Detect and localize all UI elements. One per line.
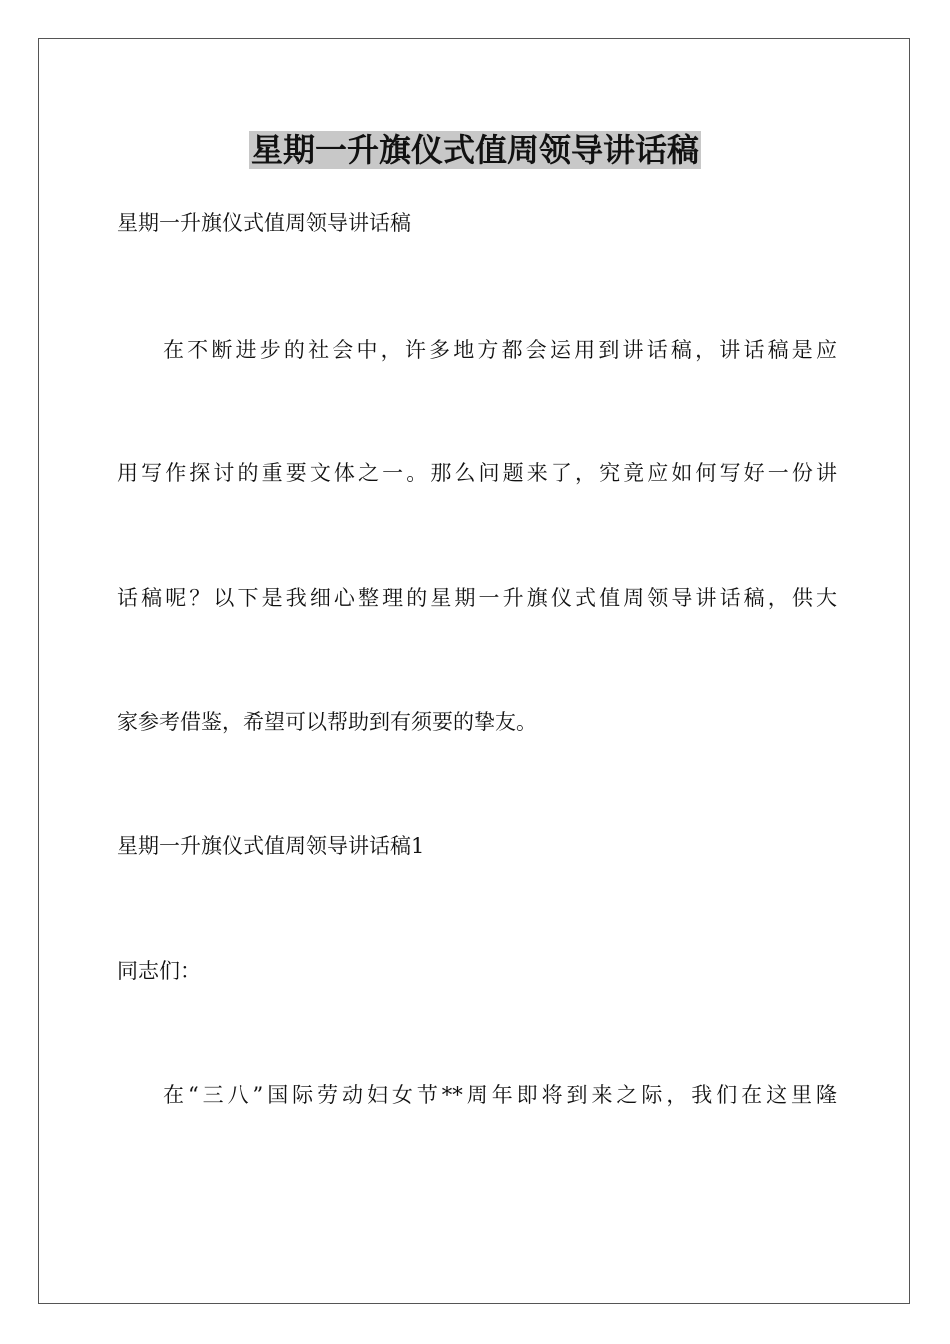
body-line-1: 在“三八”国际劳动妇女节**周年即将到来之际，我们在这里隆: [163, 1083, 837, 1107]
document-subtitle: 星期一升旗仪式值周领导讲话稿: [117, 211, 411, 235]
section-heading: 星期一升旗仪式值周领导讲话稿1: [117, 834, 425, 858]
document-title: [0, 128, 950, 172]
salutation: 同志们：: [117, 959, 201, 983]
document-title-text: 星期一升旗仪式值周领导讲话稿: [250, 131, 699, 169]
intro-line-3: 话稿呢？以下是我细心整理的星期一升旗仪式值周领导讲话稿，供大: [117, 586, 837, 610]
intro-line-2: 用写作探讨的重要文体之一。那么问题来了，究竟应如何写好一份讲: [117, 461, 837, 485]
intro-line-1: 在不断进步的社会中，许多地方都会运用到讲话稿，讲话稿是应: [163, 338, 837, 362]
intro-line-4: 家参考借鉴，希望可以帮助到有须要的挚友。: [117, 710, 537, 734]
